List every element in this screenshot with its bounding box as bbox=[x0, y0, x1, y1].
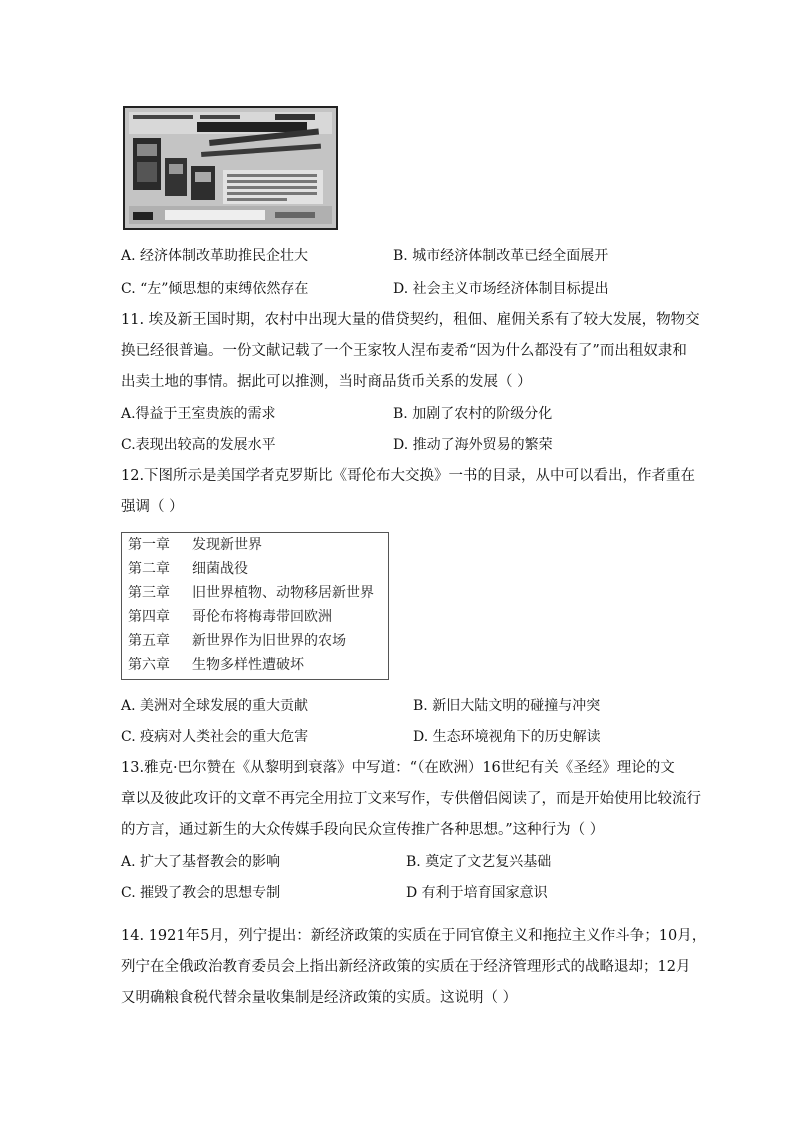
toc-title: 旧世界植物、动物移居新世界 bbox=[192, 585, 374, 601]
toc-row bbox=[128, 607, 332, 627]
toc-row bbox=[128, 583, 374, 603]
q12-option-c: C. 疫病对人类社会的重大危害 bbox=[121, 729, 309, 745]
toc-row bbox=[128, 535, 262, 555]
q13-stem-line-3: 的方言，通过新生的大众传媒手段向民众宣传推广各种思想。”这种行为（ ） bbox=[121, 822, 605, 838]
q14-stem-line-3: 又明确粮食税代替余量收集制是经济政策的实质。这说明（ ） bbox=[121, 990, 518, 1006]
toc-chapter: 第一章 bbox=[128, 537, 170, 553]
toc-row bbox=[128, 559, 248, 579]
q13-option-d: D 有利于培育国家意识 bbox=[406, 885, 548, 901]
q11-option-b: B. 加剧了农村的阶级分化 bbox=[393, 406, 553, 422]
toc-title: 发现新世界 bbox=[192, 537, 262, 553]
poster-photo bbox=[123, 106, 338, 230]
q10-option-d: D. 社会主义市场经济体制目标提出 bbox=[393, 281, 609, 297]
toc-title: 新世界作为旧世界的农场 bbox=[192, 633, 346, 649]
q11-option-a: A.得益于王室贵族的需求 bbox=[121, 406, 276, 422]
q12-stem-line-1: 12.下图所示是美国学者克罗斯比《哥伦布大交换》一书的目录，从中可以看出，作者重在 bbox=[121, 468, 696, 484]
toc-title: 生物多样性遭破坏 bbox=[192, 657, 304, 673]
q11-stem-line-1: 11. 埃及新王国时期，农村中出现大量的借贷契约，租佃、雇佣关系有了较大发展，物物交 bbox=[121, 312, 700, 328]
toc-row bbox=[128, 631, 346, 651]
q13-option-a: A. 扩大了基督教会的影响 bbox=[121, 854, 281, 870]
q13-stem-line-1: 13.雅克·巴尔赞在《从黎明到衰落》中写道：“（在欧洲）16世纪有关《圣经》理论的文 bbox=[121, 760, 675, 776]
toc-row bbox=[128, 655, 304, 675]
q11-option-c: C.表现出较高的发展水平 bbox=[121, 437, 276, 453]
q10-option-a: A. 经济体制改革助推民企壮大 bbox=[121, 248, 309, 264]
toc-title: 细菌战役 bbox=[192, 561, 248, 577]
toc-chapter: 第二章 bbox=[128, 561, 170, 577]
q10-option-b: B. 城市经济体制改革已经全面展开 bbox=[393, 248, 609, 264]
q14-stem-line-1: 14. 1921年5月，列宁提出：新经济政策的实质在于同官僚主义和拖拉主义作斗争；10月， bbox=[121, 928, 707, 944]
toc-chapter: 第五章 bbox=[128, 633, 170, 649]
q10-option-c: C. “左”倾思想的束缚依然存在 bbox=[121, 281, 309, 297]
q12-option-d: D. 生态环境视角下的历史解读 bbox=[413, 729, 601, 745]
toc-title: 哥伦布将梅毒带回欧洲 bbox=[192, 609, 332, 625]
q14-stem-line-2: 列宁在全俄政治教育委员会上指出新经济政策的实质在于经济管理形式的战略退却；12月 bbox=[121, 959, 691, 975]
q13-option-c: C. 摧毁了教会的思想专制 bbox=[121, 885, 281, 901]
toc-chapter: 第四章 bbox=[128, 609, 170, 625]
q13-option-b: B. 奠定了文艺复兴基础 bbox=[406, 854, 552, 870]
q12-option-a: A. 美洲对全球发展的重大贡献 bbox=[121, 698, 309, 714]
q13-stem-line-2: 章以及彼此攻讦的文章不再完全用拉丁文来写作，专供僧侣阅读了，而是开始使用比较流行 bbox=[121, 791, 701, 807]
q12-stem-line-2: 强调（ ） bbox=[121, 499, 184, 515]
q12-option-b: B. 新旧大陆文明的碰撞与冲突 bbox=[413, 698, 601, 714]
poster-photo-drawing bbox=[125, 108, 336, 228]
toc-chapter: 第三章 bbox=[128, 585, 170, 601]
q11-option-d: D. 推动了海外贸易的繁荣 bbox=[393, 437, 553, 453]
toc-chapter: 第六章 bbox=[128, 657, 170, 673]
q11-stem-line-2: 换已经很普遍。一份文献记载了一个王家牧人涅布麦希“因为什么都没有了”而出租奴隶和 bbox=[121, 343, 687, 359]
toc-table bbox=[121, 532, 389, 680]
q11-stem-line-3: 出卖土地的事情。据此可以推测，当时商品货币关系的发展（ ） bbox=[121, 374, 532, 390]
